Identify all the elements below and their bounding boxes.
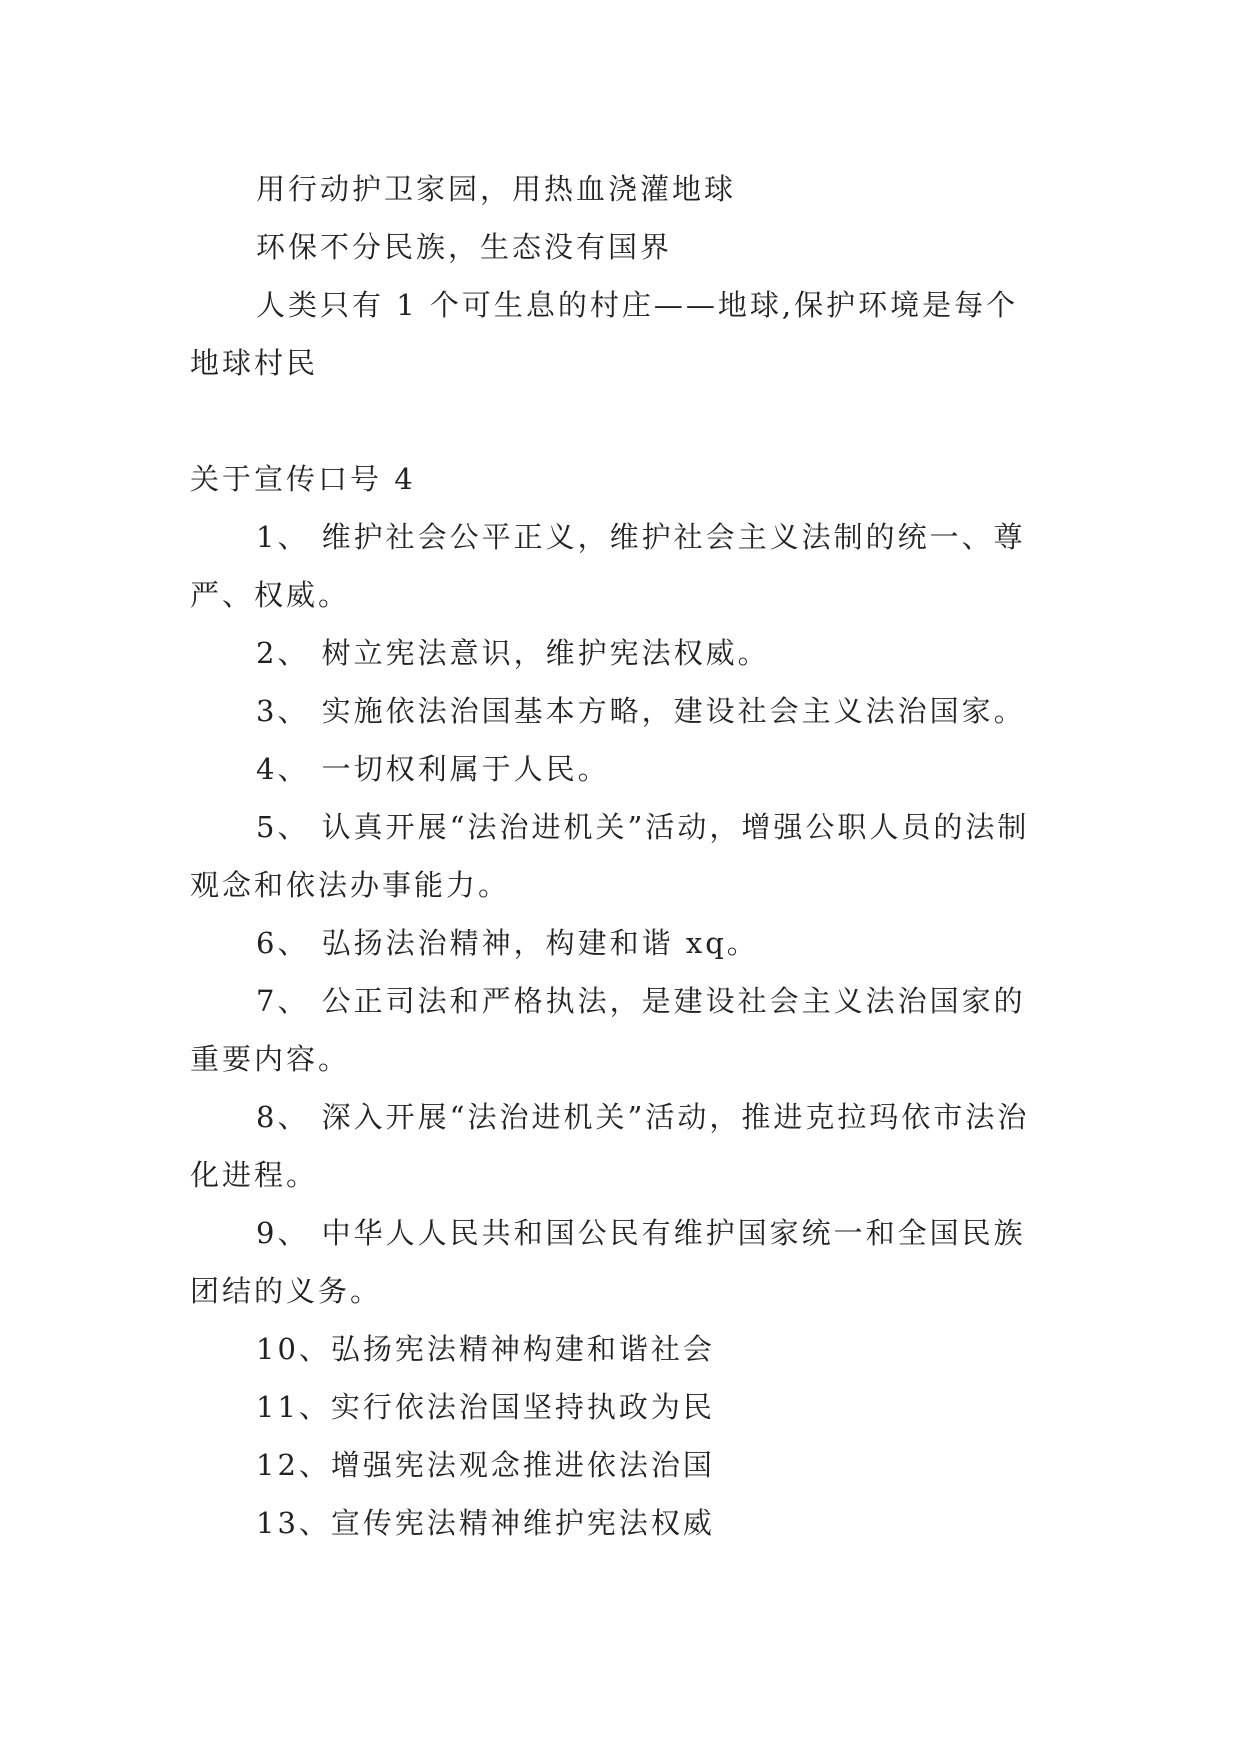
intro-line: 人类只有 1 个可生息的村庄——地球,保护环境是每个地球村民 — [190, 288, 1019, 380]
slogan-item: 12、增强宪法观念推进依法治国 — [256, 1448, 715, 1482]
slogan-item: 5、 认真开展“法治进机关”活动，增强公职人员的法制观念和依法办事能力。 — [190, 810, 1030, 902]
paragraph-gap — [190, 392, 1050, 450]
intro-line: 环保不分民族，生态没有国界 — [256, 230, 673, 264]
slogan-item: 1、 维护社会公平正义，维护社会主义法制的统一、尊严、权威。 — [190, 520, 1026, 612]
slogan-item: 9、 中华人人民共和国公民有维护国家统一和全国民族团结的义务。 — [190, 1216, 1026, 1308]
slogan-item: 6、 弘扬法治精神，构建和谐 xq。 — [256, 926, 759, 960]
slogan-item: 11、实行依法治国坚持执政为民 — [256, 1390, 715, 1424]
slogan-item: 10、弘扬宪法精神构建和谐社会 — [256, 1332, 715, 1366]
slogan-item: 4、 一切权利属于人民。 — [256, 752, 610, 786]
section-title: 关于宣传口号 4 — [190, 462, 416, 496]
slogan-item: 3、 实施依法治国基本方略，建设社会主义法治国家。 — [256, 694, 1026, 728]
document-body — [190, 160, 1050, 1552]
slogan-item: 8、 深入开展“法治进机关”活动，推进克拉玛依市法治化进程。 — [190, 1100, 1030, 1192]
slogan-item: 13、宣传宪法精神维护宪法权威 — [256, 1506, 715, 1540]
slogan-item: 2、 树立宪法意识，维护宪法权威。 — [256, 636, 770, 670]
slogan-item: 7、 公正司法和严格执法，是建设社会主义法治国家的重要内容。 — [190, 984, 1026, 1076]
intro-line: 用行动护卫家园，用热血浇灌地球 — [256, 172, 737, 206]
